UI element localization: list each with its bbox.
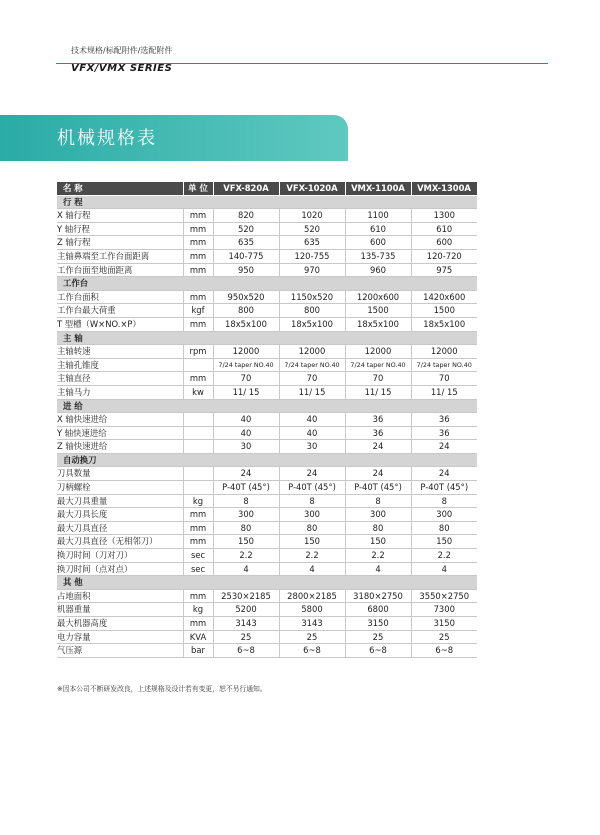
spec-value: 150 <box>213 535 279 549</box>
spec-item: Y 轴行程 <box>57 222 183 236</box>
table-row <box>57 426 477 440</box>
spec-value: 300 <box>345 508 411 522</box>
spec-unit: mm <box>183 290 213 304</box>
spec-value: 635 <box>279 236 345 250</box>
spec-item: Y 轴快速进给 <box>57 426 183 440</box>
spec-value: 12000 <box>279 345 345 359</box>
spec-item: 最大刀具长度 <box>57 508 183 522</box>
spec-unit <box>183 413 213 427</box>
table-row <box>57 481 477 495</box>
table-row <box>57 467 477 481</box>
table-row <box>57 222 477 236</box>
spec-value: 520 <box>279 222 345 236</box>
spec-unit: mm <box>183 508 213 522</box>
spec-value: 3150 <box>411 617 477 631</box>
spec-item: 电力容量 <box>57 630 183 644</box>
spec-unit: kg <box>183 494 213 508</box>
spec-unit: mm <box>183 263 213 277</box>
spec-value: 24 <box>213 467 279 481</box>
spec-unit: mm <box>183 535 213 549</box>
spec-value: 7300 <box>411 603 477 617</box>
spec-item: 主轴马力 <box>57 385 183 399</box>
page-title: 机械规格表 <box>57 128 157 149</box>
spec-value: 4 <box>213 562 279 576</box>
spec-item: 工作台面积 <box>57 290 183 304</box>
spec-item: 换刀时间（点对点） <box>57 562 183 576</box>
spec-value: 6800 <box>345 603 411 617</box>
spec-value: 25 <box>279 630 345 644</box>
section-title: 工作台 <box>57 277 477 291</box>
spec-value: 36 <box>345 426 411 440</box>
spec-value: 600 <box>411 236 477 250</box>
spec-value: 11/ 15 <box>279 385 345 399</box>
spec-item: 最大刀具重量 <box>57 494 183 508</box>
spec-value: 40 <box>213 426 279 440</box>
spec-value: 8 <box>411 494 477 508</box>
spec-item: 主轴孔锥度 <box>57 358 183 372</box>
table-row <box>57 549 477 563</box>
table-row <box>57 521 477 535</box>
spec-value: 11/ 15 <box>411 385 477 399</box>
spec-value: 600 <box>345 236 411 250</box>
spec-table <box>57 182 478 658</box>
spec-value: 4 <box>345 562 411 576</box>
spec-item: 占地面积 <box>57 589 183 603</box>
spec-value: 7/24 taper NO.40 <box>213 358 279 372</box>
section-title: 其 他 <box>57 576 477 590</box>
spec-value: 30 <box>279 440 345 454</box>
table-row <box>57 589 477 603</box>
footnote: ※因本公司不断研发改良，上述规格及设计若有变更，恕不另行通知。 <box>57 685 267 693</box>
spec-unit: kw <box>183 385 213 399</box>
section-row <box>57 453 477 467</box>
spec-value: 18x5x100 <box>279 317 345 331</box>
table-row <box>57 290 477 304</box>
spec-item: 主轴直径 <box>57 372 183 386</box>
spec-unit <box>183 426 213 440</box>
spec-value: 960 <box>345 263 411 277</box>
table-row <box>57 358 477 372</box>
spec-value: 40 <box>279 426 345 440</box>
spec-unit: rpm <box>183 345 213 359</box>
spec-value: 6~8 <box>345 644 411 658</box>
spec-value: 2.2 <box>345 549 411 563</box>
spec-value: 5800 <box>279 603 345 617</box>
spec-item: 刀具数量 <box>57 467 183 481</box>
spec-value: 3550×2750 <box>411 589 477 603</box>
spec-value: 135-735 <box>345 249 411 263</box>
header-model: VMX-1100A <box>345 182 411 195</box>
spec-value: 11/ 15 <box>345 385 411 399</box>
spec-value: 1200x600 <box>345 290 411 304</box>
breadcrumb: 技术规格/标配附件/选配附件 <box>71 46 173 55</box>
table-row <box>57 494 477 508</box>
spec-value: 24 <box>411 440 477 454</box>
spec-value: 140-775 <box>213 249 279 263</box>
header-model: VFX-820A <box>213 182 279 195</box>
spec-value: 2530×2185 <box>213 589 279 603</box>
spec-value: 18x5x100 <box>411 317 477 331</box>
table-row <box>57 236 477 250</box>
spec-value: 3150 <box>345 617 411 631</box>
table-row <box>57 562 477 576</box>
spec-unit: sec <box>183 562 213 576</box>
spec-value: 120-755 <box>279 249 345 263</box>
spec-unit <box>183 440 213 454</box>
spec-value: 300 <box>279 508 345 522</box>
section-title: 进 给 <box>57 399 477 413</box>
spec-value: 300 <box>411 508 477 522</box>
table-row <box>57 440 477 454</box>
spec-value: 950 <box>213 263 279 277</box>
spec-value: 2.2 <box>213 549 279 563</box>
spec-value: 80 <box>411 521 477 535</box>
section-row <box>57 576 477 590</box>
spec-value: 2800×2185 <box>279 589 345 603</box>
spec-value: 1500 <box>411 304 477 318</box>
spec-value: 3180×2750 <box>345 589 411 603</box>
spec-unit <box>183 358 213 372</box>
title-banner <box>0 115 348 161</box>
spec-value: 70 <box>345 372 411 386</box>
table-row <box>57 345 477 359</box>
spec-value: 975 <box>411 263 477 277</box>
spec-value: 6~8 <box>279 644 345 658</box>
spec-value: 970 <box>279 263 345 277</box>
spec-unit: mm <box>183 209 213 223</box>
spec-unit: mm <box>183 521 213 535</box>
spec-value: 150 <box>279 535 345 549</box>
table-row <box>57 508 477 522</box>
spec-unit: mm <box>183 222 213 236</box>
section-row <box>57 195 477 209</box>
spec-value: 520 <box>213 222 279 236</box>
spec-value: 24 <box>279 467 345 481</box>
spec-item: 刀柄螺栓 <box>57 481 183 495</box>
spec-value: 1150x520 <box>279 290 345 304</box>
spec-item: 最大机器高度 <box>57 617 183 631</box>
spec-item: 换刀时间（刀对刀） <box>57 549 183 563</box>
spec-value: 3143 <box>213 617 279 631</box>
spec-value: 800 <box>213 304 279 318</box>
spec-value: 18x5x100 <box>213 317 279 331</box>
spec-value: 1100 <box>345 209 411 223</box>
table-row <box>57 385 477 399</box>
spec-value: 36 <box>411 413 477 427</box>
spec-value: 7/24 taper NO.40 <box>279 358 345 372</box>
spec-unit <box>183 467 213 481</box>
spec-value: 25 <box>213 630 279 644</box>
spec-value: 70 <box>279 372 345 386</box>
spec-value: P-40T (45°) <box>411 481 477 495</box>
spec-unit: KVA <box>183 630 213 644</box>
spec-value: 70 <box>213 372 279 386</box>
spec-value: 30 <box>213 440 279 454</box>
spec-unit <box>183 481 213 495</box>
table-header-row <box>57 182 477 195</box>
spec-value: 12000 <box>213 345 279 359</box>
table-row <box>57 317 477 331</box>
section-row <box>57 399 477 413</box>
spec-value: 1500 <box>345 304 411 318</box>
spec-value: 8 <box>345 494 411 508</box>
spec-item: Z 轴快速进给 <box>57 440 183 454</box>
spec-item: 工作台最大荷重 <box>57 304 183 318</box>
spec-value: 18x5x100 <box>345 317 411 331</box>
spec-value: 12000 <box>411 345 477 359</box>
spec-unit: mm <box>183 589 213 603</box>
table-row <box>57 535 477 549</box>
spec-value: 24 <box>411 467 477 481</box>
spec-value: 610 <box>411 222 477 236</box>
spec-value: 11/ 15 <box>213 385 279 399</box>
spec-item: 气压源 <box>57 644 183 658</box>
spec-value: 25 <box>345 630 411 644</box>
spec-value: 5200 <box>213 603 279 617</box>
spec-value: 300 <box>213 508 279 522</box>
spec-value: 4 <box>279 562 345 576</box>
header-name: 名 称 <box>57 182 183 195</box>
header-model: VMX-1300A <box>411 182 477 195</box>
spec-value: P-40T (45°) <box>213 481 279 495</box>
section-row <box>57 277 477 291</box>
spec-unit: sec <box>183 549 213 563</box>
spec-value: 3143 <box>279 617 345 631</box>
spec-value: 80 <box>213 521 279 535</box>
spec-value: 6~8 <box>213 644 279 658</box>
spec-item: 工作台面至地面距离 <box>57 263 183 277</box>
spec-value: 24 <box>345 440 411 454</box>
spec-item: X 轴行程 <box>57 209 183 223</box>
spec-item: 主轴鼻端至工作台面距离 <box>57 249 183 263</box>
spec-unit: mm <box>183 236 213 250</box>
section-row <box>57 331 477 345</box>
spec-value: 1300 <box>411 209 477 223</box>
spec-unit: mm <box>183 317 213 331</box>
spec-value: 800 <box>279 304 345 318</box>
spec-value: 36 <box>345 413 411 427</box>
spec-value: 80 <box>279 521 345 535</box>
spec-value: 70 <box>411 372 477 386</box>
spec-item: 主轴转速 <box>57 345 183 359</box>
spec-value: 80 <box>345 521 411 535</box>
table-row <box>57 603 477 617</box>
spec-value: 24 <box>345 467 411 481</box>
spec-item: 最大刀具直径 <box>57 521 183 535</box>
table-row <box>57 249 477 263</box>
table-row <box>57 304 477 318</box>
spec-value: 610 <box>345 222 411 236</box>
spec-value: 150 <box>411 535 477 549</box>
spec-unit: mm <box>183 617 213 631</box>
spec-item: 最大刀具直径（无相邻刀） <box>57 535 183 549</box>
spec-value: 635 <box>213 236 279 250</box>
table-row <box>57 372 477 386</box>
table-row <box>57 644 477 658</box>
spec-item: Z 轴行程 <box>57 236 183 250</box>
header-unit: 单 位 <box>183 182 213 195</box>
spec-value: 2.2 <box>279 549 345 563</box>
section-title: 自动换刀 <box>57 453 477 467</box>
table-row <box>57 263 477 277</box>
spec-value: 820 <box>213 209 279 223</box>
header-model: VFX-1020A <box>279 182 345 195</box>
series-title: VFX/VMX SERIES <box>71 63 173 74</box>
spec-item: T 型槽（W×NO.×P） <box>57 317 183 331</box>
spec-value: 150 <box>345 535 411 549</box>
spec-value: 1020 <box>279 209 345 223</box>
spec-unit: mm <box>183 372 213 386</box>
table-row <box>57 617 477 631</box>
section-title: 主 轴 <box>57 331 477 345</box>
spec-value: 40 <box>213 413 279 427</box>
table-row <box>57 413 477 427</box>
spec-value: 8 <box>213 494 279 508</box>
spec-value: 950x520 <box>213 290 279 304</box>
spec-value: 7/24 taper NO.40 <box>345 358 411 372</box>
spec-value: 25 <box>411 630 477 644</box>
spec-value: 2.2 <box>411 549 477 563</box>
spec-unit: kg <box>183 603 213 617</box>
spec-value: 36 <box>411 426 477 440</box>
table-row <box>57 630 477 644</box>
spec-value: 4 <box>411 562 477 576</box>
spec-value: P-40T (45°) <box>279 481 345 495</box>
table-row <box>57 209 477 223</box>
spec-item: 机器重量 <box>57 603 183 617</box>
spec-value: 8 <box>279 494 345 508</box>
spec-value: 7/24 taper NO.40 <box>411 358 477 372</box>
spec-value: P-40T (45°) <box>345 481 411 495</box>
spec-unit: kgf <box>183 304 213 318</box>
spec-item: X 轴快速进给 <box>57 413 183 427</box>
section-title: 行 程 <box>57 195 477 209</box>
spec-unit: mm <box>183 249 213 263</box>
spec-value: 6~8 <box>411 644 477 658</box>
spec-value: 120-720 <box>411 249 477 263</box>
spec-unit: bar <box>183 644 213 658</box>
spec-value: 1420x600 <box>411 290 477 304</box>
spec-value: 40 <box>279 413 345 427</box>
spec-value: 12000 <box>345 345 411 359</box>
